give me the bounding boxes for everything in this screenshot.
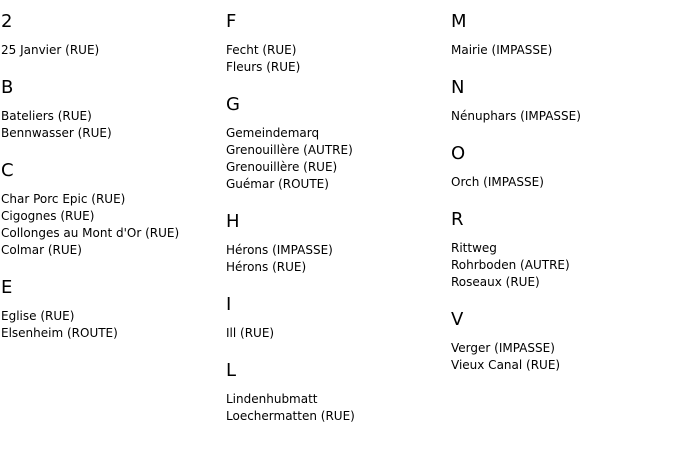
street-list: [226, 242, 446, 276]
street-link[interactable]: 25 Janvier (RUE): [1, 43, 100, 57]
street-link[interactable]: Eglise (RUE): [1, 309, 75, 323]
street-list: [226, 42, 446, 76]
street-link[interactable]: Nénuphars (IMPASSE): [451, 109, 581, 123]
street-link[interactable]: Hérons (IMPASSE): [226, 243, 333, 257]
letter-group: [451, 143, 671, 191]
street-link[interactable]: Fecht (RUE): [226, 43, 297, 57]
letter-group: [451, 309, 671, 374]
letter-group: [226, 211, 446, 276]
letter-group: [451, 77, 671, 125]
street-list: [1, 191, 221, 259]
street-list: [451, 340, 671, 374]
street-list: [451, 240, 671, 291]
letter-heading: 2: [1, 11, 13, 32]
index-column: [226, 0, 446, 425]
street-list: [1, 42, 221, 59]
street-list: [226, 125, 446, 193]
street-link[interactable]: Bateliers (RUE): [1, 109, 92, 123]
street-list: [226, 325, 446, 342]
letter-group: [226, 360, 446, 425]
letter-heading: E: [1, 277, 13, 298]
letter-group: [226, 294, 446, 342]
street-link[interactable]: Mairie (IMPASSE): [451, 43, 553, 57]
street-link[interactable]: Char Porc Epic (RUE): [1, 192, 126, 206]
letter-heading: N: [451, 77, 465, 98]
street-link[interactable]: Colmar (RUE): [1, 243, 82, 257]
street-link[interactable]: Elsenheim (ROUTE): [1, 326, 118, 340]
letter-group: [1, 77, 221, 142]
street-link[interactable]: Loechermatten (RUE): [226, 409, 355, 423]
street-list: [226, 391, 446, 425]
letter-heading: R: [451, 209, 464, 230]
letter-group: [1, 11, 221, 59]
letter-heading: V: [451, 309, 464, 330]
street-link[interactable]: Rohrboden (AUTRE): [451, 258, 570, 272]
letter-heading: H: [226, 211, 240, 232]
letter-heading: F: [226, 11, 237, 32]
street-link[interactable]: Rittweg: [451, 241, 497, 255]
street-link[interactable]: Ill (RUE): [226, 326, 275, 340]
street-link[interactable]: Guémar (ROUTE): [226, 177, 329, 191]
letter-heading: O: [451, 143, 466, 164]
street-list: [451, 42, 671, 59]
letter-heading: C: [1, 160, 14, 181]
street-link[interactable]: Bennwasser (RUE): [1, 126, 112, 140]
street-link[interactable]: Verger (IMPASSE): [451, 341, 555, 355]
street-link[interactable]: Collonges au Mont d'Or (RUE): [1, 226, 180, 240]
letter-group: [451, 209, 671, 291]
index-column: [451, 0, 671, 374]
letter-group: [451, 11, 671, 59]
street-list: [1, 308, 221, 342]
letter-heading: G: [226, 94, 240, 115]
street-link[interactable]: Lindenhubmatt: [226, 392, 318, 406]
street-list: [451, 108, 671, 125]
index-column: [1, 0, 221, 342]
street-link[interactable]: Orch (IMPASSE): [451, 175, 544, 189]
street-link[interactable]: Fleurs (RUE): [226, 60, 301, 74]
street-link[interactable]: Cigognes (RUE): [1, 209, 95, 223]
letter-heading: I: [226, 294, 232, 315]
street-link[interactable]: Grenouillère (AUTRE): [226, 143, 353, 157]
street-link[interactable]: Gemeindemarq: [226, 126, 320, 140]
letter-group: [1, 277, 221, 342]
street-link[interactable]: Hérons (RUE): [226, 260, 307, 274]
street-link[interactable]: Grenouillère (RUE): [226, 160, 338, 174]
street-link[interactable]: Roseaux (RUE): [451, 275, 540, 289]
letter-group: [226, 11, 446, 76]
letter-group: [226, 94, 446, 193]
letter-heading: M: [451, 11, 467, 32]
street-list: [451, 174, 671, 191]
letter-group: [1, 160, 221, 259]
letter-heading: B: [1, 77, 14, 98]
street-list: [1, 108, 221, 142]
letter-heading: L: [226, 360, 237, 381]
street-link[interactable]: Vieux Canal (RUE): [451, 358, 561, 372]
